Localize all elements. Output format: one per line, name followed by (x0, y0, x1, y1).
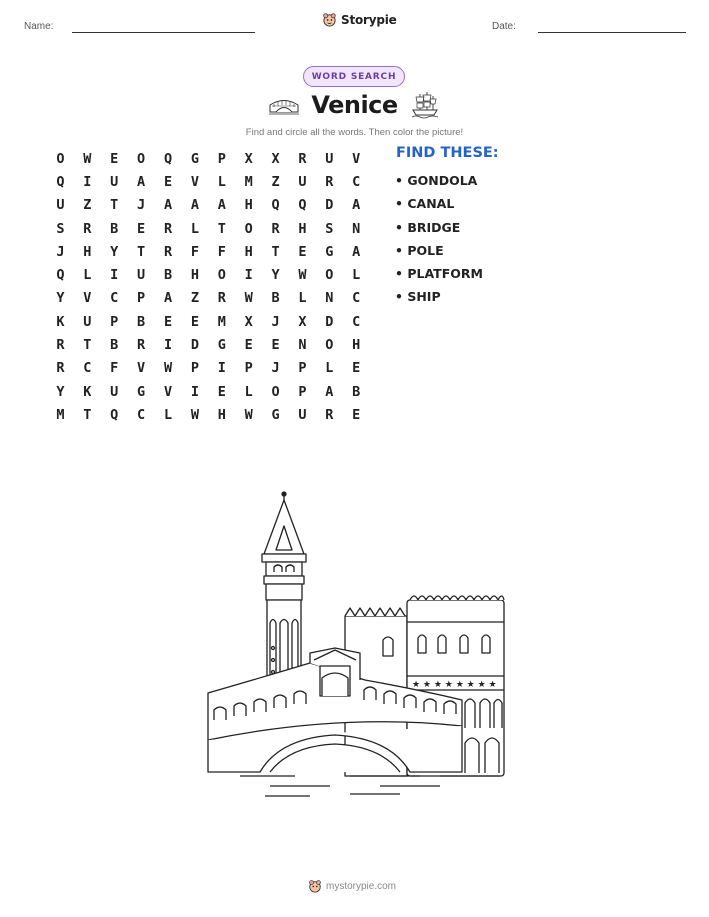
grid-letter[interactable]: D (325, 313, 334, 330)
grid-letter[interactable]: E (163, 173, 173, 190)
grid-letter[interactable]: R (83, 220, 92, 237)
grid-letter[interactable]: B (110, 337, 119, 354)
grid-letter[interactable]: R (325, 173, 334, 190)
grid-letter[interactable]: X (298, 313, 307, 330)
grid-letter[interactable]: H (244, 243, 253, 260)
grid-row (47, 240, 370, 263)
grid-letter[interactable]: I (110, 267, 119, 284)
grid-letter[interactable]: T (83, 406, 92, 423)
grid-letter[interactable]: S (56, 220, 65, 237)
grid-letter[interactable]: P (110, 313, 119, 330)
grid-letter[interactable]: O (325, 267, 334, 284)
grid-letter[interactable]: I (217, 360, 226, 377)
grid-letter[interactable]: A (217, 197, 226, 214)
grid-letter[interactable]: L (244, 383, 253, 400)
grid-letter[interactable]: U (56, 197, 65, 214)
grid-letter[interactable]: L (352, 267, 361, 284)
grid-letter[interactable]: G (325, 243, 334, 260)
grid-letter[interactable]: W (163, 360, 173, 377)
grid-letter[interactable]: E (244, 337, 253, 354)
grid-letter[interactable]: I (163, 337, 173, 354)
grid-letter[interactable]: N (352, 220, 361, 237)
grid-letter[interactable]: O (137, 150, 146, 167)
grid-letter[interactable]: O (325, 337, 334, 354)
grid-letter[interactable]: V (352, 150, 361, 167)
grid-letter[interactable]: I (83, 173, 92, 190)
grid-letter[interactable]: L (83, 267, 92, 284)
grid-row (47, 357, 370, 380)
grid-letter[interactable]: U (298, 406, 307, 423)
grid-letter[interactable]: R (217, 290, 226, 307)
grid-letter[interactable]: H (190, 267, 199, 284)
grid-letter[interactable]: Y (110, 243, 119, 260)
date-label: Date: (492, 21, 516, 32)
grid-letter[interactable]: E (352, 360, 361, 377)
grid-letter[interactable]: G (217, 337, 226, 354)
word-list-item: • PLATFORM (395, 266, 483, 282)
grid-letter[interactable]: U (325, 150, 334, 167)
grid-letter[interactable]: I (190, 383, 199, 400)
grid-letter[interactable]: C (137, 406, 146, 423)
grid-letter[interactable]: Q (110, 406, 119, 423)
date-line (538, 32, 686, 33)
grid-letter[interactable]: C (83, 360, 92, 377)
grid-letter[interactable]: Z (190, 290, 199, 307)
grid-letter[interactable]: Q (56, 173, 65, 190)
grid-letter[interactable]: J (271, 360, 280, 377)
grid-letter[interactable]: A (137, 173, 146, 190)
grid-letter[interactable]: P (244, 360, 253, 377)
grid-letter[interactable]: P (190, 360, 199, 377)
grid-letter[interactable]: N (298, 337, 307, 354)
grid-letter[interactable]: L (217, 173, 226, 190)
grid-letter[interactable]: Y (56, 383, 65, 400)
grid-letter[interactable]: H (298, 220, 307, 237)
grid-letter[interactable]: C (352, 290, 361, 307)
grid-letter[interactable]: F (110, 360, 119, 377)
grid-letter[interactable]: X (244, 313, 253, 330)
find-these-heading: FIND THESE: (396, 145, 499, 161)
grid-letter[interactable]: A (163, 197, 173, 214)
grid-letter[interactable]: X (271, 150, 280, 167)
grid-letter[interactable]: R (137, 337, 146, 354)
grid-letter[interactable]: P (298, 383, 307, 400)
grid-row (47, 333, 370, 356)
grid-letter[interactable]: N (325, 290, 334, 307)
grid-letter[interactable]: Q (163, 150, 173, 167)
grid-letter[interactable]: L (190, 220, 199, 237)
grid-letter[interactable]: W (244, 406, 253, 423)
grid-letter[interactable]: B (352, 383, 361, 400)
grid-letter[interactable]: Y (271, 267, 280, 284)
grid-letter[interactable]: T (110, 197, 119, 214)
storypie-logo-icon (322, 12, 337, 27)
grid-letter[interactable]: G (190, 150, 199, 167)
grid-letter[interactable]: G (137, 383, 146, 400)
grid-letter[interactable]: U (83, 313, 92, 330)
grid-letter[interactable]: E (163, 313, 173, 330)
grid-letter[interactable]: J (56, 243, 65, 260)
grid-letter[interactable]: K (56, 313, 65, 330)
grid-letter[interactable]: C (352, 313, 361, 330)
grid-letter[interactable]: E (352, 406, 361, 423)
grid-letter[interactable]: J (137, 197, 146, 214)
grid-letter[interactable]: B (137, 313, 146, 330)
name-line (72, 32, 255, 33)
grid-letter[interactable]: O (271, 383, 280, 400)
grid-letter[interactable]: H (217, 406, 226, 423)
grid-letter[interactable]: W (298, 267, 307, 284)
brand-logo (322, 12, 397, 27)
grid-letter[interactable]: V (137, 360, 146, 377)
grid-letter[interactable]: T (271, 243, 280, 260)
grid-letter[interactable]: H (83, 243, 92, 260)
grid-letter[interactable]: W (244, 290, 253, 307)
grid-letter[interactable]: L (325, 360, 334, 377)
grid-letter[interactable]: K (83, 383, 92, 400)
grid-letter[interactable]: S (325, 220, 334, 237)
grid-letter[interactable]: T (217, 220, 226, 237)
grid-letter[interactable]: F (190, 243, 199, 260)
word-list-item: • GONDOLA (395, 173, 478, 188)
grid-letter[interactable]: U (110, 173, 119, 190)
grid-letter[interactable]: B (110, 220, 119, 237)
grid-letter[interactable]: V (83, 290, 92, 307)
grid-letter[interactable]: R (56, 337, 65, 354)
grid-letter[interactable]: F (217, 243, 226, 260)
word-list (395, 171, 483, 311)
grid-letter[interactable]: P (298, 360, 307, 377)
instructions-text: Find and circle all the words. Then color the picture! (245, 127, 464, 138)
word-list-item: • POLE (395, 242, 444, 258)
grid-letter[interactable]: E (271, 337, 280, 354)
grid-letter[interactable]: R (163, 220, 173, 237)
grid-letter[interactable]: C (352, 173, 361, 190)
grid-row (47, 217, 370, 240)
grid-letter[interactable]: E (137, 220, 146, 237)
grid-letter[interactable]: A (352, 243, 361, 260)
grid-letter[interactable]: E (217, 383, 226, 400)
grid-letter[interactable]: A (352, 197, 361, 214)
grid-letter[interactable]: T (137, 243, 146, 260)
grid-letter[interactable]: Z (83, 197, 92, 214)
grid-letter[interactable]: H (244, 197, 253, 214)
grid-letter[interactable]: T (83, 337, 92, 354)
ship-icon (410, 90, 440, 120)
word-list-item: • BRIDGE (395, 219, 461, 235)
grid-letter[interactable]: M (56, 406, 65, 423)
footer (308, 879, 396, 893)
grid-letter[interactable]: P (217, 150, 226, 167)
grid-letter[interactable]: O (244, 220, 253, 237)
grid-letter[interactable]: A (163, 290, 173, 307)
grid-letter[interactable]: W (190, 406, 199, 423)
grid-letter[interactable]: U (137, 267, 146, 284)
grid-row (47, 194, 370, 217)
grid-letter[interactable]: R (298, 150, 307, 167)
grid-letter[interactable]: O (56, 150, 65, 167)
word-search-grid (47, 147, 370, 427)
grid-row (47, 170, 370, 193)
grid-letter[interactable]: Z (271, 173, 280, 190)
grid-letter[interactable]: W (83, 150, 92, 167)
grid-letter[interactable]: J (271, 313, 280, 330)
brand-name: Storypie (341, 12, 397, 27)
grid-letter[interactable]: A (325, 383, 334, 400)
grid-letter[interactable]: R (163, 243, 173, 260)
grid-letter[interactable]: G (271, 406, 280, 423)
storypie-logo-icon (308, 879, 322, 893)
grid-letter[interactable]: L (163, 406, 173, 423)
grid-letter[interactable]: D (190, 337, 199, 354)
page-title: Venice (311, 91, 398, 119)
word-list-item: • CANAL (395, 196, 455, 212)
grid-letter[interactable]: R (271, 220, 280, 237)
grid-letter[interactable]: B (163, 267, 173, 284)
grid-row (47, 263, 370, 286)
grid-letter[interactable]: M (217, 313, 226, 330)
grid-letter[interactable]: O (217, 267, 226, 284)
svg-text:★ ★ ★ ★ ★ ★ ★ ★: ★ ★ ★ ★ ★ ★ ★ ★ (412, 680, 497, 690)
grid-row (47, 380, 370, 403)
venice-illustration (200, 488, 510, 803)
grid-letter[interactable]: R (56, 360, 65, 377)
grid-letter[interactable]: I (244, 267, 253, 284)
grid-letter[interactable]: A (190, 197, 199, 214)
grid-row (47, 287, 370, 310)
grid-letter[interactable]: B (271, 290, 280, 307)
grid-letter[interactable]: H (352, 337, 361, 354)
grid-letter[interactable]: E (190, 313, 199, 330)
grid-letter[interactable]: Y (56, 290, 65, 307)
grid-letter[interactable]: C (110, 290, 119, 307)
grid-letter[interactable]: R (325, 406, 334, 423)
grid-letter[interactable]: E (110, 150, 119, 167)
grid-row (47, 310, 370, 333)
word-list-item: • SHIP (395, 289, 441, 305)
grid-letter[interactable]: D (325, 197, 334, 214)
grid-letter[interactable]: Q (271, 197, 280, 214)
grid-letter[interactable]: Q (298, 197, 307, 214)
grid-row (47, 403, 370, 426)
name-label: Name: (24, 21, 54, 32)
grid-letter[interactable]: P (137, 290, 146, 307)
word-search-badge: WORD SEARCH (303, 66, 405, 87)
grid-letter[interactable]: V (190, 173, 199, 190)
grid-letter[interactable]: U (298, 173, 307, 190)
grid-letter[interactable]: V (163, 383, 173, 400)
grid-letter[interactable]: X (244, 150, 253, 167)
grid-letter[interactable]: Q (56, 267, 65, 284)
grid-letter[interactable]: M (244, 173, 253, 190)
grid-row (47, 147, 370, 170)
footer-url: mystorypie.com (326, 880, 397, 892)
grid-letter[interactable]: L (298, 290, 307, 307)
grid-letter[interactable]: E (298, 243, 307, 260)
grid-letter[interactable]: U (110, 383, 119, 400)
